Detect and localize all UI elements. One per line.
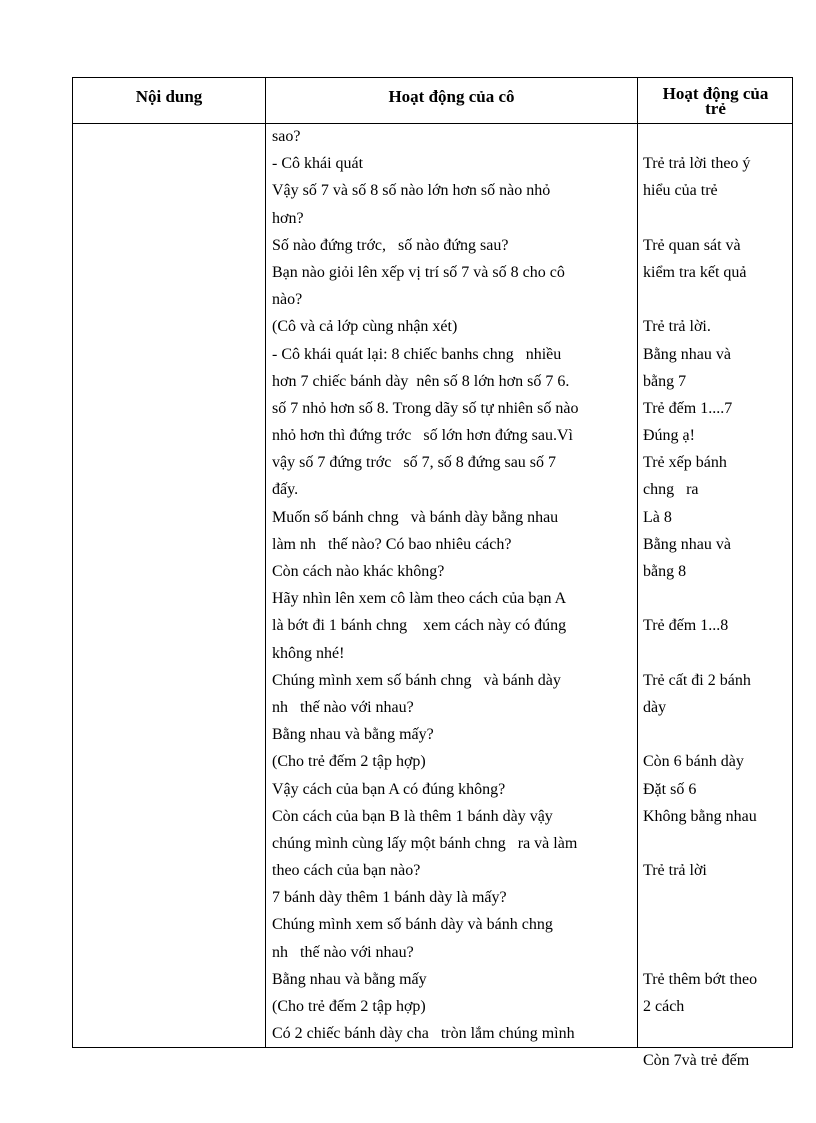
- teacher-text-line: số 7 nhỏ hơn số 8. Trong dãy số tự nhiên số nào: [272, 399, 579, 417]
- teacher-text-line: 7 bánh dày thêm 1 bánh dày là mấy?: [272, 889, 507, 907]
- child-text-line: [643, 721, 791, 748]
- child-text-line: [643, 640, 791, 667]
- child-text-line: hiểu của trẻ: [643, 182, 718, 200]
- teacher-text-line: nh thế nào với nhau?: [272, 698, 414, 716]
- teacher-text-line: - Cô khái quát lại: 8 chiếc banhs chng nhiều: [272, 345, 562, 363]
- teacher-text-line: (Cho trẻ đếm 2 tập hợp): [272, 998, 426, 1015]
- child-text-line: Không bằng nhau: [643, 807, 757, 825]
- child-text-line: Đúng ạ!: [643, 427, 695, 445]
- teacher-text-line: đấy.: [272, 481, 299, 499]
- teacher-text-line: hơn 7 chiếc bánh dày nên số 8 lớn hơn số 7 6.: [272, 372, 570, 390]
- child-text-line: Trẻ thêm bớt theo: [643, 970, 758, 988]
- child-text-line: [643, 123, 791, 150]
- teacher-text-line: nhỏ hơn thì đứng trớc số lớn hơn đứng sau.Vì: [272, 427, 573, 445]
- child-text-line: bằng 8: [643, 563, 687, 580]
- child-text-line: Bằng nhau và: [643, 535, 731, 553]
- lesson-table: [72, 77, 793, 1070]
- child-text-line: Trẻ xếp bánh: [643, 454, 727, 472]
- child-text-line: bằng 7: [643, 372, 687, 390]
- child-text-line: [643, 884, 791, 911]
- teacher-activity-column: [272, 123, 634, 1047]
- teacher-text-line: theo cách của bạn nào?: [272, 862, 421, 880]
- child-text-line: Trẻ trả lời theo ý: [643, 155, 751, 173]
- child-text-line: Trẻ trả lời: [643, 862, 707, 880]
- teacher-text-line: Muốn số bánh chng và bánh dày bằng nhau: [272, 508, 559, 526]
- teacher-text-line: sao?: [272, 128, 301, 145]
- child-text-line: [643, 585, 791, 612]
- header-content: Nội dung: [135, 87, 203, 106]
- child-text-line: [643, 830, 791, 857]
- teacher-text-line: Bằng nhau và bằng mấy: [272, 970, 427, 988]
- teacher-text-line: (Cô và cả lớp cùng nhận xét): [272, 318, 458, 336]
- child-text-line: Trẻ đếm 1...8: [643, 617, 729, 635]
- child-text-line: kiểm tra kết quả: [643, 263, 747, 281]
- teacher-text-line: Chúng mình xem số bánh chng và bánh dày: [272, 671, 561, 689]
- header-child-activity: [638, 84, 793, 118]
- teacher-text-line: Bạn nào giỏi lên xếp vị trí số 7 và số 8 cho cô: [272, 263, 565, 281]
- child-text-line: Trẻ quan sát và: [643, 236, 741, 254]
- teacher-text-line: Vậy số 7 và số 8 số nào lớn hơn số nào nhỏ: [272, 182, 551, 200]
- teacher-text-line: nào?: [272, 291, 303, 309]
- teacher-text-line: nh thế nào với nhau?: [272, 943, 414, 961]
- teacher-text-line: (Cho trẻ đếm 2 tập hợp): [272, 753, 426, 771]
- teacher-text-line: làm nh thế nào? Có bao nhiêu cách?: [272, 535, 512, 553]
- child-text-line: Trẻ cất đi 2 bánh: [643, 671, 751, 689]
- teacher-text-line: không nhé!: [272, 644, 345, 662]
- teacher-text-line: là bớt đi 1 bánh chng xem cách này có đúng: [272, 617, 567, 635]
- child-activity-column: [643, 123, 791, 1075]
- child-text-line: chng ra: [643, 481, 699, 499]
- child-text-line: [643, 911, 791, 938]
- teacher-text-line: Còn cách nào khác không?: [272, 563, 445, 580]
- teacher-text-line: hơn?: [272, 209, 304, 227]
- column-divider-2: [637, 78, 638, 1047]
- header-teacher-activity: Hoạt động của cô: [388, 87, 515, 106]
- teacher-text-line: Còn cách của bạn B là thêm 1 bánh dày vậy: [272, 807, 553, 825]
- child-text-line: Còn 7và trẻ đếm: [643, 1052, 750, 1070]
- child-text-line: [643, 939, 791, 966]
- teacher-text-line: Hãy nhìn lên xem cô làm theo cách của bạn A: [272, 590, 567, 608]
- teacher-text-line: Số nào đứng trớc, số nào đứng sau?: [272, 236, 509, 254]
- teacher-text-line: Có 2 chiếc bánh dày cha tròn lắm chúng mình: [272, 1025, 575, 1043]
- child-text-line: Trẻ trả lời.: [643, 318, 711, 336]
- child-text-line: Trẻ đếm 1....7: [643, 399, 733, 417]
- teacher-text-line: - Cô khái quát: [272, 155, 364, 173]
- teacher-text-line: vậy số 7 đứng trớc số 7, số 8 đứng sau số 7: [272, 454, 557, 472]
- child-text-line: 2 cách: [643, 998, 685, 1015]
- teacher-text-line: Bằng nhau và bằng mấy?: [272, 726, 434, 744]
- teacher-text-line: Vậy cách của bạn A có đúng không?: [272, 780, 506, 798]
- teacher-text-line: Chúng mình xem số bánh dày và bánh chng: [272, 916, 553, 934]
- header-child-line1: Hoạt động của: [662, 84, 769, 103]
- child-text-line: [643, 205, 791, 232]
- child-text-line: Là 8: [643, 508, 672, 526]
- child-text-line: [643, 1020, 791, 1047]
- child-text-line: Đặt số 6: [643, 780, 697, 798]
- child-text-line: dày: [643, 698, 667, 716]
- teacher-text-line: chúng mình cùng lấy một bánh chng ra và làm: [272, 834, 578, 852]
- column-divider-1: [265, 78, 266, 1047]
- header-child-line2: trẻ: [705, 99, 726, 118]
- child-text-line: [643, 286, 791, 313]
- child-text-line: Còn 6 bánh dày: [643, 753, 744, 771]
- child-text-line: Bằng nhau và: [643, 345, 731, 363]
